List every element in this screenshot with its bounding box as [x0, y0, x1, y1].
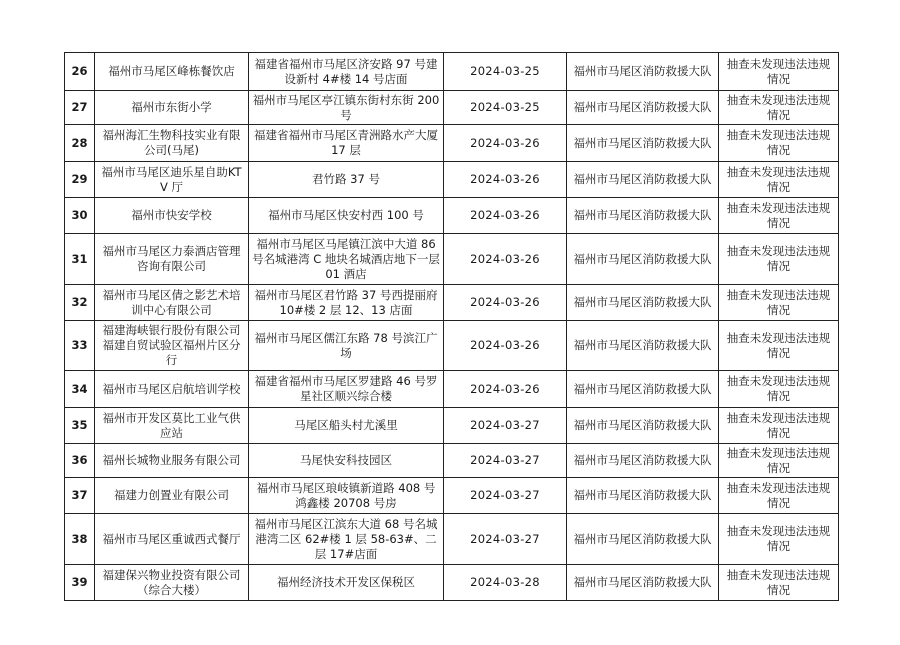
inspection-unit-cell: 福州市马尾区消防救援大队 [567, 125, 719, 162]
table-row [65, 408, 839, 444]
row-number: 38 [65, 514, 95, 565]
address-cell: 福州市马尾区马尾镇江滨中大道 86 号名城港湾 C 地块名城酒店地下一层 01 酒店 [249, 234, 444, 285]
row-number: 28 [65, 125, 95, 162]
inspection-result-cell: 抽查未发现违法违规情况 [719, 321, 839, 371]
row-number: 27 [65, 91, 95, 125]
address-cell: 福州经济技术开发区保税区 [249, 565, 444, 601]
row-number: 30 [65, 198, 95, 234]
inspection-result-cell: 抽查未发现违法违规情况 [719, 371, 839, 408]
inspection-result-cell: 抽查未发现违法违规情况 [719, 91, 839, 125]
row-number: 36 [65, 444, 95, 478]
row-number: 31 [65, 234, 95, 285]
company-name-cell: 福州市开发区莫比工业气供应站 [95, 408, 249, 444]
company-name-cell: 福州市马尾区重诚西式餐厅 [95, 514, 249, 565]
inspection-result-cell: 抽查未发现违法违规情况 [719, 125, 839, 162]
address-cell: 福州市马尾区儒江东路 78 号滨江广场 [249, 321, 444, 371]
address-cell: 福州市马尾区快安村西 100 号 [249, 198, 444, 234]
address-cell: 马尾快安科技园区 [249, 444, 444, 478]
address-cell: 马尾区船头村尤溪里 [249, 408, 444, 444]
address-cell: 福州市马尾区江滨东大道 68 号名城港湾二区 62#楼 1 层 58-63#、二层 17#店面 [249, 514, 444, 565]
company-name-cell: 福州长城物业服务有限公司 [95, 444, 249, 478]
inspection-result-cell: 抽查未发现违法违规情况 [719, 565, 839, 601]
inspection-unit-cell: 福州市马尾区消防救援大队 [567, 162, 719, 198]
inspection-result-cell: 抽查未发现违法违规情况 [719, 478, 839, 514]
table-row [65, 91, 839, 125]
inspection-unit-cell: 福州市马尾区消防救援大队 [567, 478, 719, 514]
inspection-date-cell: 2024-03-26 [444, 371, 567, 408]
inspection-result-cell: 抽查未发现违法违规情况 [719, 408, 839, 444]
inspection-result-cell: 抽查未发现违法违规情况 [719, 514, 839, 565]
address-cell: 福建省福州市马尾区青洲路水产大厦 17 层 [249, 125, 444, 162]
inspection-date-cell: 2024-03-27 [444, 408, 567, 444]
address-cell: 福州市马尾区君竹路 37 号西提丽府 10#楼 2 层 12、13 店面 [249, 285, 444, 321]
inspection-date-cell: 2024-03-27 [444, 444, 567, 478]
inspection-unit-cell: 福州市马尾区消防救援大队 [567, 408, 719, 444]
inspection-result-cell: 抽查未发现违法违规情况 [719, 285, 839, 321]
row-number: 35 [65, 408, 95, 444]
inspection-unit-cell: 福州市马尾区消防救援大队 [567, 565, 719, 601]
row-number: 32 [65, 285, 95, 321]
inspection-unit-cell: 福州市马尾区消防救援大队 [567, 444, 719, 478]
company-name-cell: 福州市马尾区力泰酒店管理咨询有限公司 [95, 234, 249, 285]
inspection-result-cell: 抽查未发现违法违规情况 [719, 444, 839, 478]
inspection-unit-cell: 福州市马尾区消防救援大队 [567, 234, 719, 285]
table-row [65, 514, 839, 565]
company-name-cell: 福建保兴物业投资有限公司（综合大楼） [95, 565, 249, 601]
address-cell: 君竹路 37 号 [249, 162, 444, 198]
inspection-records-table [64, 52, 839, 601]
table-row [65, 234, 839, 285]
table-row [65, 125, 839, 162]
company-name-cell: 福建海峡银行股份有限公司福建自贸试验区福州片区分行 [95, 321, 249, 371]
table-row [65, 565, 839, 601]
inspection-unit-cell: 福州市马尾区消防救援大队 [567, 53, 719, 91]
inspection-date-cell: 2024-03-26 [444, 162, 567, 198]
table-row [65, 285, 839, 321]
inspection-result-cell: 抽查未发现违法违规情况 [719, 162, 839, 198]
table-row [65, 444, 839, 478]
inspection-date-cell: 2024-03-26 [444, 198, 567, 234]
table-row [65, 321, 839, 371]
inspection-result-cell: 抽查未发现违法违规情况 [719, 234, 839, 285]
inspection-date-cell: 2024-03-26 [444, 234, 567, 285]
table-row [65, 162, 839, 198]
company-name-cell: 福州市马尾区迪乐星自助KTV 厅 [95, 162, 249, 198]
address-cell: 福建省福州市马尾区罗建路 46 号罗星社区顺兴综合楼 [249, 371, 444, 408]
inspection-result-cell: 抽查未发现违法违规情况 [719, 53, 839, 91]
inspection-date-cell: 2024-03-26 [444, 321, 567, 371]
address-cell: 福建省福州市马尾区济安路 97 号建设新村 4#楼 14 号店面 [249, 53, 444, 91]
inspection-unit-cell: 福州市马尾区消防救援大队 [567, 371, 719, 408]
inspection-date-cell: 2024-03-28 [444, 565, 567, 601]
inspection-date-cell: 2024-03-26 [444, 125, 567, 162]
inspection-date-cell: 2024-03-25 [444, 53, 567, 91]
inspection-date-cell: 2024-03-27 [444, 478, 567, 514]
row-number: 26 [65, 53, 95, 91]
row-number: 39 [65, 565, 95, 601]
inspection-date-cell: 2024-03-26 [444, 285, 567, 321]
company-name-cell: 福州市马尾区峰栋餐饮店 [95, 53, 249, 91]
inspection-unit-cell: 福州市马尾区消防救援大队 [567, 198, 719, 234]
inspection-unit-cell: 福州市马尾区消防救援大队 [567, 514, 719, 565]
table-body [65, 53, 839, 601]
row-number: 29 [65, 162, 95, 198]
inspection-date-cell: 2024-03-27 [444, 514, 567, 565]
inspection-unit-cell: 福州市马尾区消防救援大队 [567, 91, 719, 125]
inspection-result-cell: 抽查未发现违法违规情况 [719, 198, 839, 234]
company-name-cell: 福建力创置业有限公司 [95, 478, 249, 514]
table-row [65, 198, 839, 234]
inspection-date-cell: 2024-03-25 [444, 91, 567, 125]
company-name-cell: 福州市快安学校 [95, 198, 249, 234]
inspection-unit-cell: 福州市马尾区消防救援大队 [567, 321, 719, 371]
row-number: 33 [65, 321, 95, 371]
company-name-cell: 福州市马尾区启航培训学校 [95, 371, 249, 408]
row-number: 34 [65, 371, 95, 408]
row-number: 37 [65, 478, 95, 514]
table-row [65, 371, 839, 408]
address-cell: 福州市马尾区琅岐镇新道路 408 号鸿鑫楼 20708 号房 [249, 478, 444, 514]
company-name-cell: 福州市东街小学 [95, 91, 249, 125]
table-row [65, 478, 839, 514]
address-cell: 福州市马尾区亭江镇东街村东街 200 号 [249, 91, 444, 125]
inspection-unit-cell: 福州市马尾区消防救援大队 [567, 285, 719, 321]
company-name-cell: 福州海汇生物科技实业有限公司(马尾) [95, 125, 249, 162]
table-row [65, 53, 839, 91]
company-name-cell: 福州市马尾区倩之影艺术培训中心有限公司 [95, 285, 249, 321]
